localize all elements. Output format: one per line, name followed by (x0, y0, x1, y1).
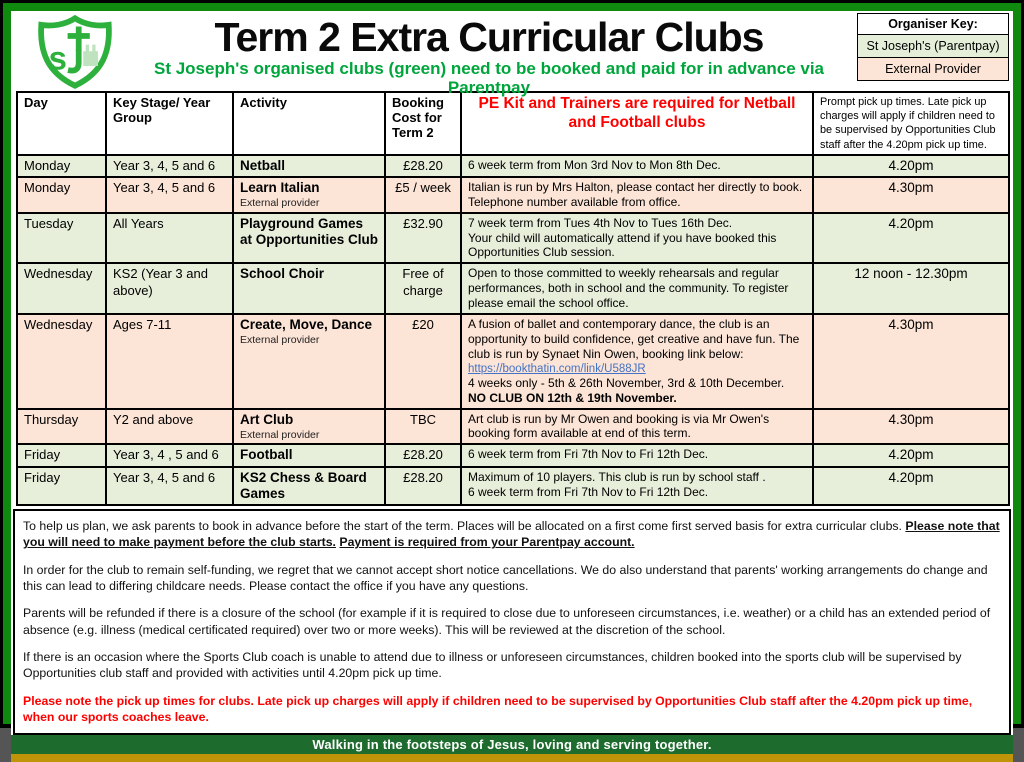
school-crest-logo (29, 15, 121, 89)
cost-cell: TBC (385, 409, 461, 445)
paragraph-segment: To help us plan, we ask parents to book in advance before the start of the term. Places will be allocated on a first come first served basis for extra curricular clubs. (23, 519, 906, 533)
table-row (17, 177, 1009, 213)
activity-cell (233, 409, 385, 445)
paragraph-segment: Payment is required from your Parentpay account. (339, 535, 635, 550)
key-stage-cell: Year 3, 4, 5 and 6 (106, 467, 233, 505)
notes-cell (461, 314, 813, 409)
day-cell: Wednesday (17, 314, 106, 409)
pe-kit-notice: PE Kit and Trainers are required for Netball and Football clubs (461, 92, 813, 155)
day-cell: Monday (17, 155, 106, 177)
activity-name: Create, Move, Dance (240, 316, 373, 332)
paragraph-segment: Please note that you will need to make payment before the club starts. (23, 519, 1000, 550)
notes-cell (461, 263, 813, 314)
note-line: 6 week term from Fri 7th Nov to Fri 12th Dec. (468, 484, 709, 499)
key-stage-cell: All Years (106, 213, 233, 264)
activity-cell (233, 444, 385, 466)
note-line: Open to those committed to weekly rehearsals and regular performances, both in school and the community. To register please email the school office. (468, 266, 789, 311)
banner-gold-stripe (11, 754, 1013, 762)
provider-label: External provider (240, 428, 320, 441)
table-row (17, 314, 1009, 409)
cost-cell: £5 / week (385, 177, 461, 213)
activity-name: Learn Italian (240, 179, 320, 195)
organiser-key (857, 13, 1009, 81)
notes-cell (461, 213, 813, 264)
booking-link[interactable]: https://bookthatin.com/link/U588JR (468, 362, 646, 375)
notes-box (13, 509, 1011, 735)
organiser-key-title: Organiser Key: (858, 14, 1008, 35)
note-line: NO CLUB ON 12th & 19th November. (468, 390, 677, 405)
pickup-cell: 4.30pm (813, 177, 1009, 213)
activity-name: KS2 Chess & Board Games (240, 469, 367, 501)
activity-cell (233, 155, 385, 177)
key-stage-cell: Ages 7-11 (106, 314, 233, 409)
note-paragraph (23, 562, 1001, 595)
note-line: A fusion of ballet and contemporary dance, the club is an opportunity to build confidence, get creative and have fun. The club is run by Synaet Nin Owen, booking link below: (468, 316, 800, 361)
header (11, 11, 1013, 97)
table-row (17, 155, 1009, 177)
table-row (17, 263, 1009, 314)
activity-cell (233, 467, 385, 505)
activity-name: Netball (240, 157, 286, 173)
paragraph-segment: In order for the club to remain self-funding, we regret that we cannot accept short notice cancellations. We do also understand that parents' working arrangements do change and this can lead to differing childcare needs. Please contact the office if you have any questions. (23, 562, 988, 594)
notes-cell (461, 177, 813, 213)
note-paragraph (23, 605, 1001, 638)
note-line: Art club is run by Mr Owen and booking is via Mr Owen's booking form available at end of this term. (468, 411, 770, 441)
key-stage-cell: Year 3, 4 , 5 and 6 (106, 444, 233, 466)
activity-name: Playground Games at Opportunities Club (240, 215, 378, 247)
cost-cell: £32.90 (385, 213, 461, 264)
pickup-cell: 4.20pm (813, 155, 1009, 177)
note-line: 6 week term from Mon 3rd Nov to Mon 8th Dec. (468, 157, 721, 172)
activity-name: Football (240, 447, 293, 463)
day-cell: Thursday (17, 409, 106, 445)
pickup-cell: 12 noon - 12.30pm (813, 263, 1009, 314)
provider-label: External provider (240, 334, 320, 347)
note-line: Maximum of 10 players. This club is run by school staff . (468, 469, 766, 484)
banner-text: Walking in the footsteps of Jesus, loving and serving together. (11, 735, 1013, 754)
day-cell: Wednesday (17, 263, 106, 314)
activity-name: Art Club (240, 411, 294, 427)
provider-label: External provider (240, 197, 320, 210)
day-cell: Friday (17, 467, 106, 505)
cost-cell: £20 (385, 314, 461, 409)
paragraph-segment: Please note the pick up times for clubs. Late pick up charges will apply if children need to be supervised by Opportunities Club staff after the 4.20pm pick up time, when our sports coaches leave. (23, 693, 973, 725)
organiser-key-item: St Joseph's (Parentpay) (858, 35, 1008, 58)
table-row (17, 444, 1009, 466)
footer-banner (11, 735, 1013, 762)
key-stage-cell: Year 3, 4, 5 and 6 (106, 155, 233, 177)
notes-cell (461, 409, 813, 445)
page-title: Term 2 Extra Curricular Clubs (214, 14, 764, 60)
table-row (17, 467, 1009, 505)
pickup-cell: 4.20pm (813, 213, 1009, 264)
organiser-key-items (858, 35, 1008, 80)
note-line: Italian is run by Mrs Halton, please contact her directly to book. Telephone number available from office. (468, 179, 803, 209)
cost-cell: £28.20 (385, 444, 461, 466)
note-line: 4 weeks only - 5th & 26th November, 3rd & 10th December. (468, 375, 785, 390)
key-stage-cell: KS2 (Year 3 and above) (106, 263, 233, 314)
table-row (17, 213, 1009, 264)
activity-cell (233, 314, 385, 409)
activity-name: School Choir (240, 266, 324, 282)
header-pickup-notice: Prompt pick up times. Late pick up charges will apply if children need to be supervised by Opportunities Club staff after the 4.20pm pick up time. (813, 92, 1009, 155)
paragraph-segment: Parents will be refunded if there is a closure of the school (for example if it is required to close due to unforeseen circumstances, i.e. weather) or a child has an extended period of absence (e.g. illness (medical certificated required) over two or more weeks). This will be reviewed at the discretion of the school. (23, 606, 991, 637)
notes-cell (461, 467, 813, 505)
notes-cell (461, 444, 813, 466)
organiser-key-item: External Provider (858, 58, 1008, 80)
pickup-cell: 4.20pm (813, 467, 1009, 505)
table-header-row (17, 92, 1009, 155)
pickup-cell: 4.30pm (813, 314, 1009, 409)
activity-cell (233, 213, 385, 264)
note-paragraph (23, 518, 1001, 551)
page-frame (3, 3, 1021, 753)
note-line: Your child will automatically attend if you have booked this Opportunities Club session. (468, 230, 777, 260)
cost-cell: £28.20 (385, 155, 461, 177)
page-subtitle: St Joseph's organised clubs (green) need to be booked and paid for in advance via Parentpay (153, 59, 824, 97)
note-paragraph (23, 649, 1001, 682)
pickup-cell: 4.30pm (813, 409, 1009, 445)
cost-cell: £28.20 (385, 467, 461, 505)
day-cell: Friday (17, 444, 106, 466)
key-stage-cell: Year 3, 4, 5 and 6 (106, 177, 233, 213)
notes-cell (461, 155, 813, 177)
header-activity: Activity (233, 92, 385, 155)
key-stage-cell: Y2 and above (106, 409, 233, 445)
clubs-table (16, 91, 1010, 506)
svg-text:s: s (48, 39, 67, 77)
table-row (17, 409, 1009, 445)
day-cell: Tuesday (17, 213, 106, 264)
note-paragraph (23, 693, 1001, 726)
header-day: Day (17, 92, 106, 155)
activity-cell (233, 263, 385, 314)
day-cell: Monday (17, 177, 106, 213)
cost-cell: Free of charge (385, 263, 461, 314)
activity-cell (233, 177, 385, 213)
note-line: 7 week term from Tues 4th Nov to Tues 16th Dec. (468, 215, 733, 230)
header-cost: Booking Cost for Term 2 (385, 92, 461, 155)
header-key-stage: Key Stage/ Year Group (106, 92, 233, 155)
pickup-cell: 4.20pm (813, 444, 1009, 466)
paragraph-segment: If there is an occasion where the Sports Club coach is unable to attend due to illness or unforeseen circumstances, children booked into the sports club will be supervised by Opportunities club staff and provided with activities until 4.20pm pick up time. (23, 650, 962, 681)
document (11, 11, 1013, 762)
note-line: 6 week term from Fri 7th Nov to Fri 12th Dec. (468, 447, 709, 462)
